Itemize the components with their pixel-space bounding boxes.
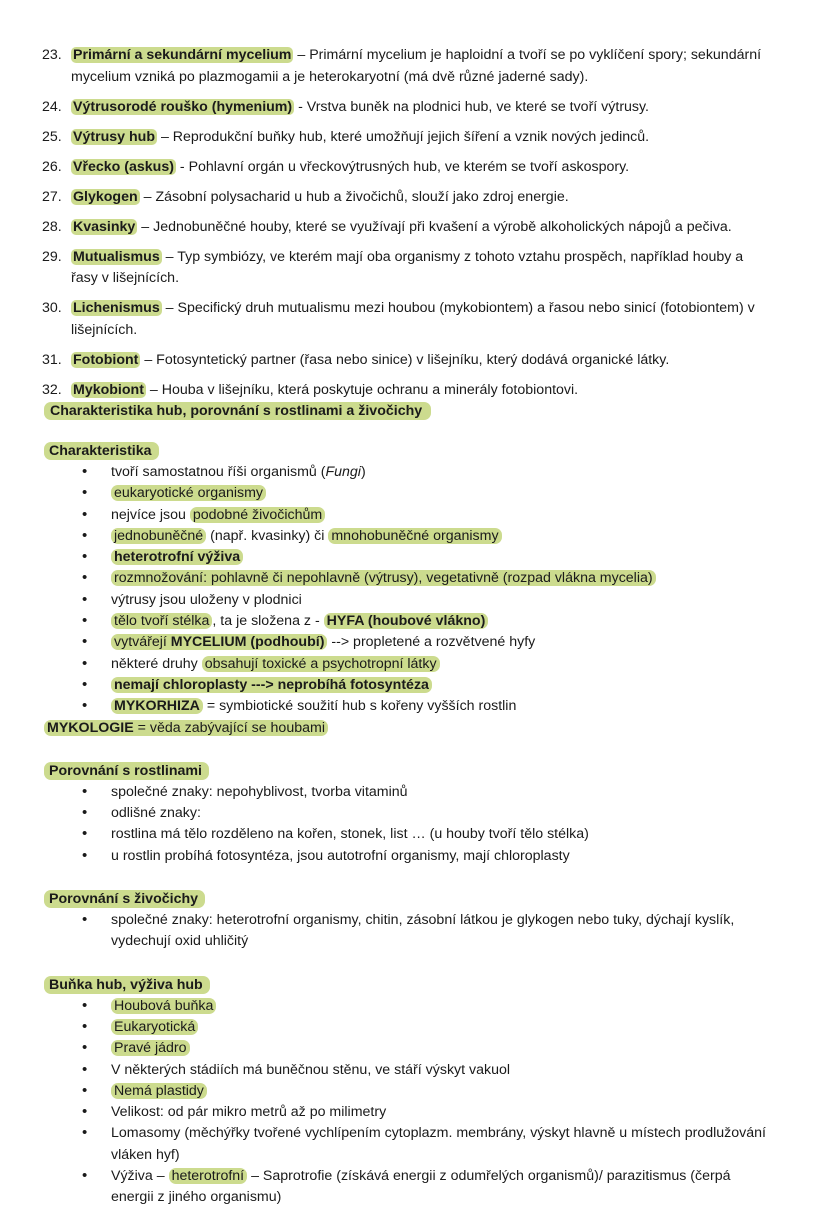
bullet-text-highlight-2: mnohobuněčné organismy (328, 528, 501, 544)
bullet-text: V některých stádiích má buněčnou stěnu, ve stáří výskyt vakuol (111, 1061, 511, 1078)
list-item (38, 505, 773, 526)
item-number: 29. (42, 248, 62, 265)
list-item (38, 1102, 773, 1123)
list-item (38, 1123, 773, 1166)
bullet-text: nemají chloroplasty ---> neprobíhá fotosyntéza (111, 677, 432, 693)
section-title-text: Charakteristika hub, porovnání s rostlinami a živočichy (44, 402, 431, 420)
spacer (38, 953, 773, 975)
list-item (38, 1038, 773, 1059)
item-number: 26. (42, 158, 62, 175)
bullet-text: Lomasomy (měchýřky tvořené vychlípením cytoplazm. membrány, výskyt hlavně u místech prodlužování vláken hyf) (111, 1125, 766, 1163)
item-number: 25. (42, 128, 62, 145)
list-item (38, 803, 773, 824)
bullet-text: Výživa – (111, 1168, 169, 1185)
bullet-text-highlight: podobné živočichům (190, 507, 325, 523)
list-item (38, 1060, 773, 1081)
definition-item (38, 217, 773, 239)
list-item (38, 910, 773, 953)
definition-item (38, 350, 773, 372)
bullet-text: (např. kvasinky) či (206, 527, 329, 544)
list-item (38, 632, 773, 653)
list-item (38, 996, 773, 1017)
porovnani-rostliny-bullet-list (38, 782, 773, 867)
definition-term: Fotobiont (73, 351, 139, 368)
definition-separator: – (161, 248, 178, 265)
subheading-porovnani-zivocichove (38, 889, 773, 910)
definition-text: Specifický druh mutualismu mezi houbou (mykobiontem) a řasou nebo sinicí (fotobiontem) v lišejnících. (71, 300, 755, 338)
list-item (38, 483, 773, 504)
list-item (38, 526, 773, 547)
definition-separator: – (145, 381, 162, 398)
bullet-text-tail: ) (360, 464, 366, 480)
mykologie-term: MYKOLOGIE (44, 720, 134, 736)
definition-separator: – (161, 300, 178, 316)
list-item (38, 568, 773, 589)
definition-item (38, 247, 773, 290)
definition-separator: – (140, 351, 157, 368)
definition-text: Vrstva buněk na plodnici hub, ve které se tvoří výtrusy. (306, 98, 650, 115)
list-item (38, 547, 773, 568)
bullet-text: eukaryotické organismy (111, 485, 266, 501)
definition-term: Lichenismus (73, 300, 160, 316)
list-item (38, 1017, 773, 1038)
definition-text: Reprodukční buňky hub, které umožňují jejich šíření a vznik nových jedinců. (172, 128, 650, 145)
definition-separator: – (293, 47, 310, 63)
list-item (38, 824, 773, 845)
section-title (38, 401, 773, 422)
definition-term: Glykogen (73, 188, 138, 205)
definition-term: Primární a sekundární mycelium (73, 47, 292, 63)
subheading-text: Buňka hub, výživa hub (44, 976, 210, 994)
definition-term: Výtrusorodé rouško (hymenium) (73, 98, 293, 115)
definition-item (38, 45, 773, 88)
subheading-charakteristika (38, 441, 773, 462)
definition-item (38, 127, 773, 149)
definition-text: Zásobní polysacharid u hub a živočichů, slouží jako zdroj energie. (155, 188, 569, 205)
list-item (38, 696, 773, 717)
definition-item (38, 157, 773, 179)
definition-separator: – (139, 188, 156, 205)
bullet-text: rostlina má tělo rozděleno na kořen, stonek, list … (u houby tvoří tělo stélka) (111, 826, 589, 843)
bullet-text: nejvíce jsou (111, 506, 190, 523)
definition-text: Fotosyntetický partner (řasa nebo sinice) v lišejníku, který dodává organické látky. (156, 351, 670, 368)
bullet-text-highlight-2: HYFA (houbové vlákno) (324, 613, 489, 629)
bullet-text: Nemá plastidy (111, 1083, 207, 1099)
definition-item (38, 187, 773, 209)
bullet-text-italic: Fungi (325, 464, 361, 480)
bullet-text: Eukaryotická (111, 1019, 198, 1035)
item-number: 28. (42, 218, 62, 235)
subheading-porovnani-rostliny (38, 761, 773, 782)
bullet-text-highlight: obsahují toxické a psychotropní látky (202, 656, 440, 672)
bullet-text: heterotrofní výživa (111, 549, 243, 565)
bullet-text: Pravé jádro (111, 1040, 190, 1056)
bullet-text-highlight: vytvářejí (111, 634, 171, 650)
definition-text: Jednobuněčné houby, které se využívají při kvašení a výrobě alkoholických nápojů a pečiva. (153, 218, 732, 235)
item-number: 24. (42, 98, 62, 115)
item-number: 27. (42, 188, 62, 205)
list-item (38, 782, 773, 803)
list-item (38, 675, 773, 696)
definition-term: Výtrusy hub (73, 128, 155, 145)
porovnani-zivocichove-bullet-list (38, 910, 773, 953)
list-item (38, 462, 773, 483)
bullet-text-tail: – Saprotrofie (získává energii z odumřelých organismů)/ parazitismus (čerpá energii z jiného organismu) (111, 1168, 731, 1206)
bullet-text: některé druhy (111, 655, 202, 672)
bullet-text-highlight-bold: MYCELIUM (podhoubí) (171, 634, 328, 650)
bullet-text: rozmnožování: pohlavně či nepohlavně (výtrusy), vegetativně (rozpad vlákna mycelia) (111, 570, 656, 586)
definition-item (38, 97, 773, 119)
bunka-hub-bullet-list (38, 996, 773, 1209)
bullet-text-highlight: heterotrofní (169, 1168, 248, 1184)
item-number: 31. (42, 351, 62, 368)
definition-text: Pohlavní orgán u vřeckovýtrusných hub, ve kterém se tvoří askospory. (188, 158, 630, 175)
definition-separator: – (137, 218, 154, 235)
list-item (38, 654, 773, 675)
bullet-text-highlight: jednobuněčné (111, 528, 206, 544)
subheading-text: Charakteristika (44, 442, 159, 460)
item-number: 23. (42, 47, 62, 63)
bullet-text: výtrusy jsou uloženy v plodnici (111, 591, 302, 608)
list-item (38, 1081, 773, 1102)
subheading-text: Porovnání s živočichy (44, 890, 205, 908)
bullet-text: společné znaky: nepohyblivost, tvorba vitaminů (111, 783, 408, 800)
numbered-definition-list (38, 45, 773, 401)
list-item (38, 590, 773, 611)
definition-item (38, 298, 773, 341)
definition-term: Mykobiont (73, 381, 144, 398)
list-item (38, 611, 773, 632)
bullet-text-highlight: tělo tvoří stélka (111, 613, 212, 629)
list-item (38, 1166, 773, 1209)
bullet-text: = symbiotické soužití hub s kořeny vyšších rostlin (202, 698, 517, 715)
definition-separator: - (175, 158, 189, 175)
mykologie-definition: = věda zabývající se houbami (134, 720, 328, 736)
definition-text: Houba v lišejníku, která poskytuje ochranu a minerály fotobiontovi. (161, 381, 579, 398)
definition-term: Kvasinky (73, 218, 136, 235)
definition-separator: - (294, 98, 307, 115)
definition-term: Mutualismus (73, 248, 160, 265)
bullet-text: u rostlin probíhá fotosyntéza, jsou autotrofní organismy, mají chloroplasty (111, 847, 570, 864)
charakteristika-bullet-list (38, 462, 773, 718)
definition-separator: – (157, 128, 173, 145)
item-number: 30. (42, 300, 62, 316)
spacer (38, 422, 773, 441)
bullet-text-highlight: MYKORHIZA (111, 698, 203, 714)
bullet-text: , ta je složena z - (212, 613, 324, 630)
list-item (38, 846, 773, 867)
spacer (38, 867, 773, 889)
subheading-text: Porovnání s rostlinami (44, 762, 209, 780)
definition-item (38, 380, 773, 402)
mykologie-line (38, 718, 773, 739)
bullet-text: --> propletené a rozvětvené hyfy (327, 634, 536, 651)
definition-text: Typ symbiózy, ve kterém mají oba organismy z tohoto vztahu prospěch, například houby a řasy v lišejnících. (71, 248, 744, 286)
bullet-text: Houbová buňka (111, 998, 216, 1014)
spacer (38, 739, 773, 761)
definition-text: Primární mycelium je haploidní a tvoří se po vyklíčení spory; sekundární mycelium vzniká po plazmogamii a je heterokaryotní (má dvě různé jaderné sady). (71, 47, 762, 85)
item-number: 32. (42, 381, 62, 398)
subheading-bunka-hub (38, 975, 773, 996)
bullet-text: odlišné znaky: (111, 805, 201, 822)
definition-term: Vřecko (askus) (73, 158, 174, 175)
bullet-text: společné znaky: heterotrofní organismy, chitin, zásobní látkou je glykogen nebo tuky, dýchají kyslík, vydechují oxid uhličitý (111, 912, 735, 950)
bullet-text: tvoří samostatnou říši organismů ( (111, 464, 326, 480)
bullet-text: Velikost: od pár mikro metrů až po milimetry (111, 1104, 387, 1121)
